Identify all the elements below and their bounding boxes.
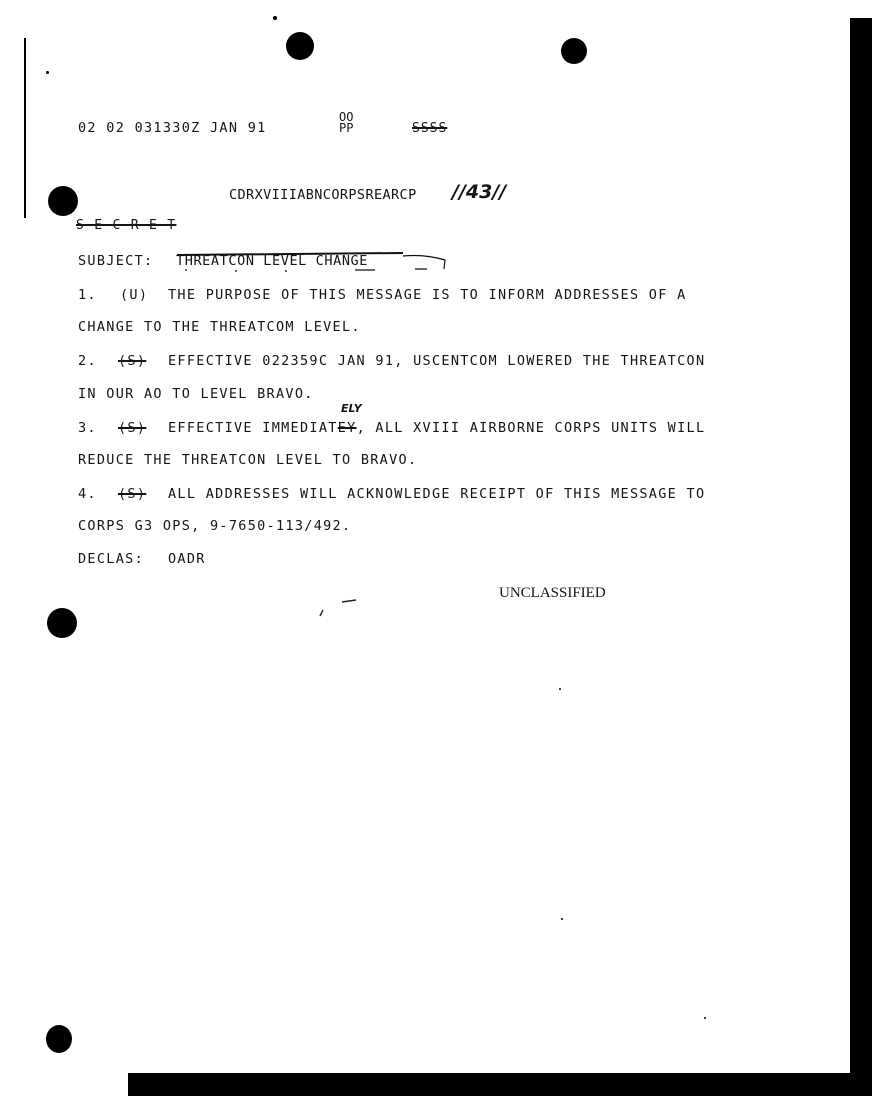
- subject-value: THREATCON LEVEL CHANGE: [176, 253, 369, 269]
- para-1-number: 1.: [78, 287, 97, 303]
- para-1-line-2: CHANGE TO THE THREATCOM LEVEL.: [78, 319, 361, 335]
- declas-label: DECLAS:: [78, 551, 144, 567]
- para-3-struck-suffix: EY: [337, 420, 357, 436]
- scan-speck: [46, 71, 49, 74]
- para-1-marking: (U): [120, 287, 149, 303]
- para-4-line-1: ALL ADDRESSES WILL ACKNOWLEDGE RECEIPT OF THIS MESSAGE TO: [168, 486, 706, 502]
- scan-edge-right: [850, 18, 872, 1096]
- binder-hole-left-lower: [46, 1025, 72, 1053]
- para-4-marking-struck: (S): [118, 486, 147, 502]
- para-4-number: 4.: [78, 486, 97, 502]
- routing-indicator: CDRXVIIIABNCORPSREARCP: [229, 187, 417, 203]
- para-2-line-1: EFFECTIVE 022359C JAN 91, USCENTCOM LOWERED THE THREATCON: [168, 353, 706, 369]
- header-classification-struck: SSSS: [412, 121, 448, 136]
- para-3-line-1: [168, 420, 705, 436]
- scan-edge-line: [24, 38, 26, 218]
- unclassified-stamp: UNCLASSIFIED: [499, 585, 606, 601]
- para-1-line-1: THE PURPOSE OF THIS MESSAGE IS TO INFORM ADDRESSES OF A: [168, 287, 687, 303]
- scan-speck: [273, 16, 277, 20]
- para-3-marking-struck: (S): [118, 420, 147, 436]
- para-2-marking-struck: (S): [118, 353, 147, 369]
- classification-marking-struck: S E C R E T: [76, 218, 177, 233]
- scan-speck: [561, 918, 563, 920]
- precedence-superscript: OO: [339, 110, 354, 124]
- scan-speck: [559, 688, 561, 690]
- para-3-line-2: REDUCE THE THREATCON LEVEL TO BRAVO.: [78, 452, 418, 468]
- subject-overprint-marks: [175, 252, 447, 272]
- binder-hole-left-middle: [47, 608, 77, 638]
- scan-edge-bottom: [128, 1073, 872, 1096]
- handwritten-message-number: //43//: [452, 181, 507, 203]
- dtg-line: 02 02 031330Z JAN 91: [78, 120, 267, 136]
- binder-hole-left-upper: [48, 186, 78, 216]
- precedence: PP: [339, 121, 354, 135]
- para-3-handwritten-correction: ELY: [341, 402, 362, 415]
- para-3-number: 3.: [78, 420, 97, 436]
- para-3-line-1-end: , ALL XVIII AIRBORNE CORPS UNITS WILL: [356, 420, 706, 436]
- declas-value: OADR: [168, 551, 206, 567]
- subject-label: SUBJECT:: [78, 253, 154, 269]
- scan-speck: [704, 1017, 706, 1019]
- para-2-line-2: IN OUR AO TO LEVEL BRAVO.: [78, 386, 314, 402]
- binder-hole-top-center: [286, 32, 314, 60]
- binder-hole-top-right: [561, 38, 587, 64]
- para-4-line-2: CORPS G3 OPS, 9-7650-113/492.: [78, 518, 352, 534]
- stray-pen-marks: [314, 594, 362, 620]
- para-2-number: 2.: [78, 353, 97, 369]
- para-3-line-1-start: EFFECTIVE IMMEDIAT: [168, 420, 338, 436]
